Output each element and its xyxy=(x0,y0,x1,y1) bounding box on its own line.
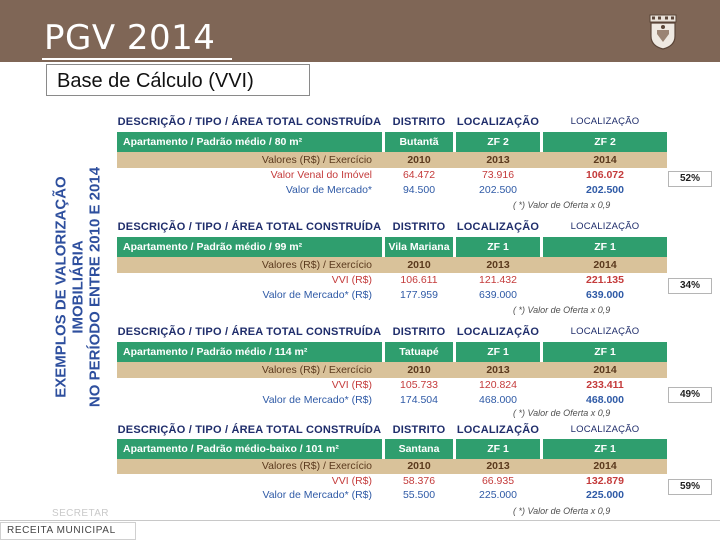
property-row xyxy=(117,342,667,362)
col-localizacao-2: LOCALIZAÇÃO xyxy=(543,420,667,440)
property-zone: ZF 1 xyxy=(456,237,540,257)
value-row-1 xyxy=(117,168,667,183)
percentage-badge-3: 49% xyxy=(668,387,712,403)
side-label xyxy=(48,95,108,480)
offer-note: ( *) Valor de Oferta x 0,9 xyxy=(513,506,611,516)
value-row-2-2013: 468.000 xyxy=(479,394,517,406)
year-2: 2013 xyxy=(486,154,510,166)
property-row xyxy=(117,237,667,257)
property-zone: ZF 1 xyxy=(456,342,540,362)
side-label-line-3: NO PERÍODO ENTRE 2010 E 2014 xyxy=(86,166,104,408)
property-zone: ZF 2 xyxy=(456,132,540,152)
col-localizacao-2: LOCALIZAÇÃO xyxy=(543,322,667,342)
value-row-2-2014: 639.000 xyxy=(586,289,624,301)
value-row-2-2013: 225.000 xyxy=(479,489,517,501)
percentage-badge-4: 59% xyxy=(668,479,712,495)
year-3: 2014 xyxy=(593,154,617,166)
offer-note: ( *) Valor de Oferta x 0,9 xyxy=(513,408,611,418)
col-distrito: DISTRITO xyxy=(385,420,453,440)
property-district: Vila Mariana xyxy=(385,237,453,257)
value-row-1-2013: 120.824 xyxy=(479,379,517,391)
value-row-1-label: VVI (R$) xyxy=(331,379,372,391)
property-type: Apartamento / Padrão médio / 99 m² xyxy=(117,237,382,257)
value-row-1-2014: 233.411 xyxy=(586,379,624,391)
side-label-line-1: EXEMPLOS DE VALORIZAÇÃO xyxy=(52,176,70,398)
years-row xyxy=(117,152,667,168)
value-row-2-2014: 225.000 xyxy=(586,489,624,501)
title-underline xyxy=(42,58,232,60)
year-1: 2010 xyxy=(407,154,431,166)
year-3: 2014 xyxy=(593,364,617,376)
value-row-2-2010: 177.959 xyxy=(400,289,438,301)
value-row-2-label: Valor de Mercado* (R$) xyxy=(262,394,372,406)
col-localizacao: LOCALIZAÇÃO xyxy=(456,322,540,342)
value-row-2-2013: 202.500 xyxy=(479,184,517,196)
property-type: Apartamento / Padrão médio / 114 m² xyxy=(117,342,382,362)
value-row-2-label: Valor de Mercado* xyxy=(285,184,372,196)
col-descricao: DESCRIÇÃO / TIPO / ÁREA TOTAL CONSTRUÍDA xyxy=(117,420,382,440)
property-type: Apartamento / Padrão médio-baixo / 101 m² xyxy=(117,439,382,459)
years-row xyxy=(117,459,667,474)
col-localizacao: LOCALIZAÇÃO xyxy=(456,217,540,237)
value-row-1 xyxy=(117,474,667,488)
property-zone: ZF 1 xyxy=(456,439,540,459)
side-label-text xyxy=(53,95,104,480)
value-row-2 xyxy=(117,488,667,502)
subtitle: Base de Cálculo (VVI) xyxy=(57,70,254,92)
value-row-2-label: Valor de Mercado* (R$) xyxy=(262,289,372,301)
years-label: Valores (R$) / Exercício xyxy=(261,460,372,472)
value-row-1 xyxy=(117,273,667,288)
column-header-row xyxy=(117,322,667,342)
value-row-1-label: Valor Venal do Imóvel xyxy=(270,169,372,181)
value-row-2 xyxy=(117,183,667,198)
year-1: 2010 xyxy=(407,259,431,271)
offer-note: ( *) Valor de Oferta x 0,9 xyxy=(513,200,611,210)
year-1: 2010 xyxy=(407,364,431,376)
year-2: 2013 xyxy=(486,460,510,472)
column-header-row xyxy=(117,217,667,237)
col-localizacao: LOCALIZAÇÃO xyxy=(456,420,540,440)
subtitle-box xyxy=(46,64,310,96)
property-row xyxy=(117,439,667,459)
value-row-1-2013: 73.916 xyxy=(481,169,515,181)
col-distrito: DISTRITO xyxy=(385,322,453,342)
property-zone-2: ZF 2 xyxy=(543,132,667,152)
side-label-line-2: IMOBILIÁRIA xyxy=(69,240,87,334)
value-row-1-2013: 121.432 xyxy=(479,274,517,286)
value-row-2-2010: 174.504 xyxy=(400,394,438,406)
year-2: 2013 xyxy=(486,259,510,271)
value-row-1-2014: 221.135 xyxy=(586,274,624,286)
value-row-2-2010: 55.500 xyxy=(402,489,436,501)
page-title: PGV 2014 xyxy=(44,18,216,58)
years-row xyxy=(117,362,667,378)
col-descricao: DESCRIÇÃO / TIPO / ÁREA TOTAL CONSTRUÍDA xyxy=(117,112,382,132)
years-label: Valores (R$) / Exercício xyxy=(261,154,372,166)
year-3: 2014 xyxy=(593,460,617,472)
value-row-2 xyxy=(117,288,667,303)
column-header-row xyxy=(117,112,667,132)
percentage-badge-2: 34% xyxy=(668,278,712,294)
value-row-1-2014: 106.072 xyxy=(586,169,624,181)
property-district: Santana xyxy=(385,439,453,459)
col-localizacao-2: LOCALIZAÇÃO xyxy=(543,112,667,132)
value-row-2-2014: 202.500 xyxy=(586,184,624,196)
property-zone-2: ZF 1 xyxy=(543,342,667,362)
years-label: Valores (R$) / Exercício xyxy=(261,364,372,376)
value-row-1-2010: 58.376 xyxy=(402,475,436,487)
col-distrito: DISTRITO xyxy=(385,217,453,237)
top-bar xyxy=(0,0,720,62)
offer-note: ( *) Valor de Oferta x 0,9 xyxy=(513,305,611,315)
property-zone-2: ZF 1 xyxy=(543,439,667,459)
col-descricao: DESCRIÇÃO / TIPO / ÁREA TOTAL CONSTRUÍDA xyxy=(117,322,382,342)
year-1: 2010 xyxy=(407,460,431,472)
percentage-badge-1: 52% xyxy=(668,171,712,187)
value-row-1-2013: 66.935 xyxy=(481,475,515,487)
value-row-2-2013: 639.000 xyxy=(479,289,517,301)
years-row xyxy=(117,257,667,273)
value-row-1-2010: 105.733 xyxy=(400,379,438,391)
footer-secretaria: SECRETAR xyxy=(52,508,109,519)
property-row xyxy=(117,132,667,152)
property-zone-2: ZF 1 xyxy=(543,237,667,257)
value-row-2-2014: 468.000 xyxy=(586,394,624,406)
value-row-2 xyxy=(117,393,667,408)
value-row-1-2010: 64.472 xyxy=(402,169,436,181)
value-row-1-2010: 106.611 xyxy=(400,274,438,286)
footer-receita: RECEITA MUNICIPAL xyxy=(0,522,136,540)
col-localizacao-2: LOCALIZAÇÃO xyxy=(543,217,667,237)
property-district: Tatuapé xyxy=(385,342,453,362)
value-row-1-label: VVI (R$) xyxy=(331,475,372,487)
city-crest-icon xyxy=(648,14,678,50)
property-district: Butantã xyxy=(385,132,453,152)
years-label: Valores (R$) / Exercício xyxy=(261,259,372,271)
value-row-2-label: Valor de Mercado* (R$) xyxy=(262,489,372,501)
col-distrito: DISTRITO xyxy=(385,112,453,132)
col-descricao: DESCRIÇÃO / TIPO / ÁREA TOTAL CONSTRUÍDA xyxy=(117,217,382,237)
year-3: 2014 xyxy=(593,259,617,271)
footer-divider xyxy=(0,520,720,521)
value-row-1-2014: 132.879 xyxy=(586,475,624,487)
column-header-row xyxy=(117,420,667,440)
value-row-1 xyxy=(117,378,667,393)
value-row-2-2010: 94.500 xyxy=(402,184,436,196)
col-localizacao: LOCALIZAÇÃO xyxy=(456,112,540,132)
value-row-1-label: VVI (R$) xyxy=(331,274,372,286)
year-2: 2013 xyxy=(486,364,510,376)
property-type: Apartamento / Padrão médio / 80 m² xyxy=(117,132,382,152)
